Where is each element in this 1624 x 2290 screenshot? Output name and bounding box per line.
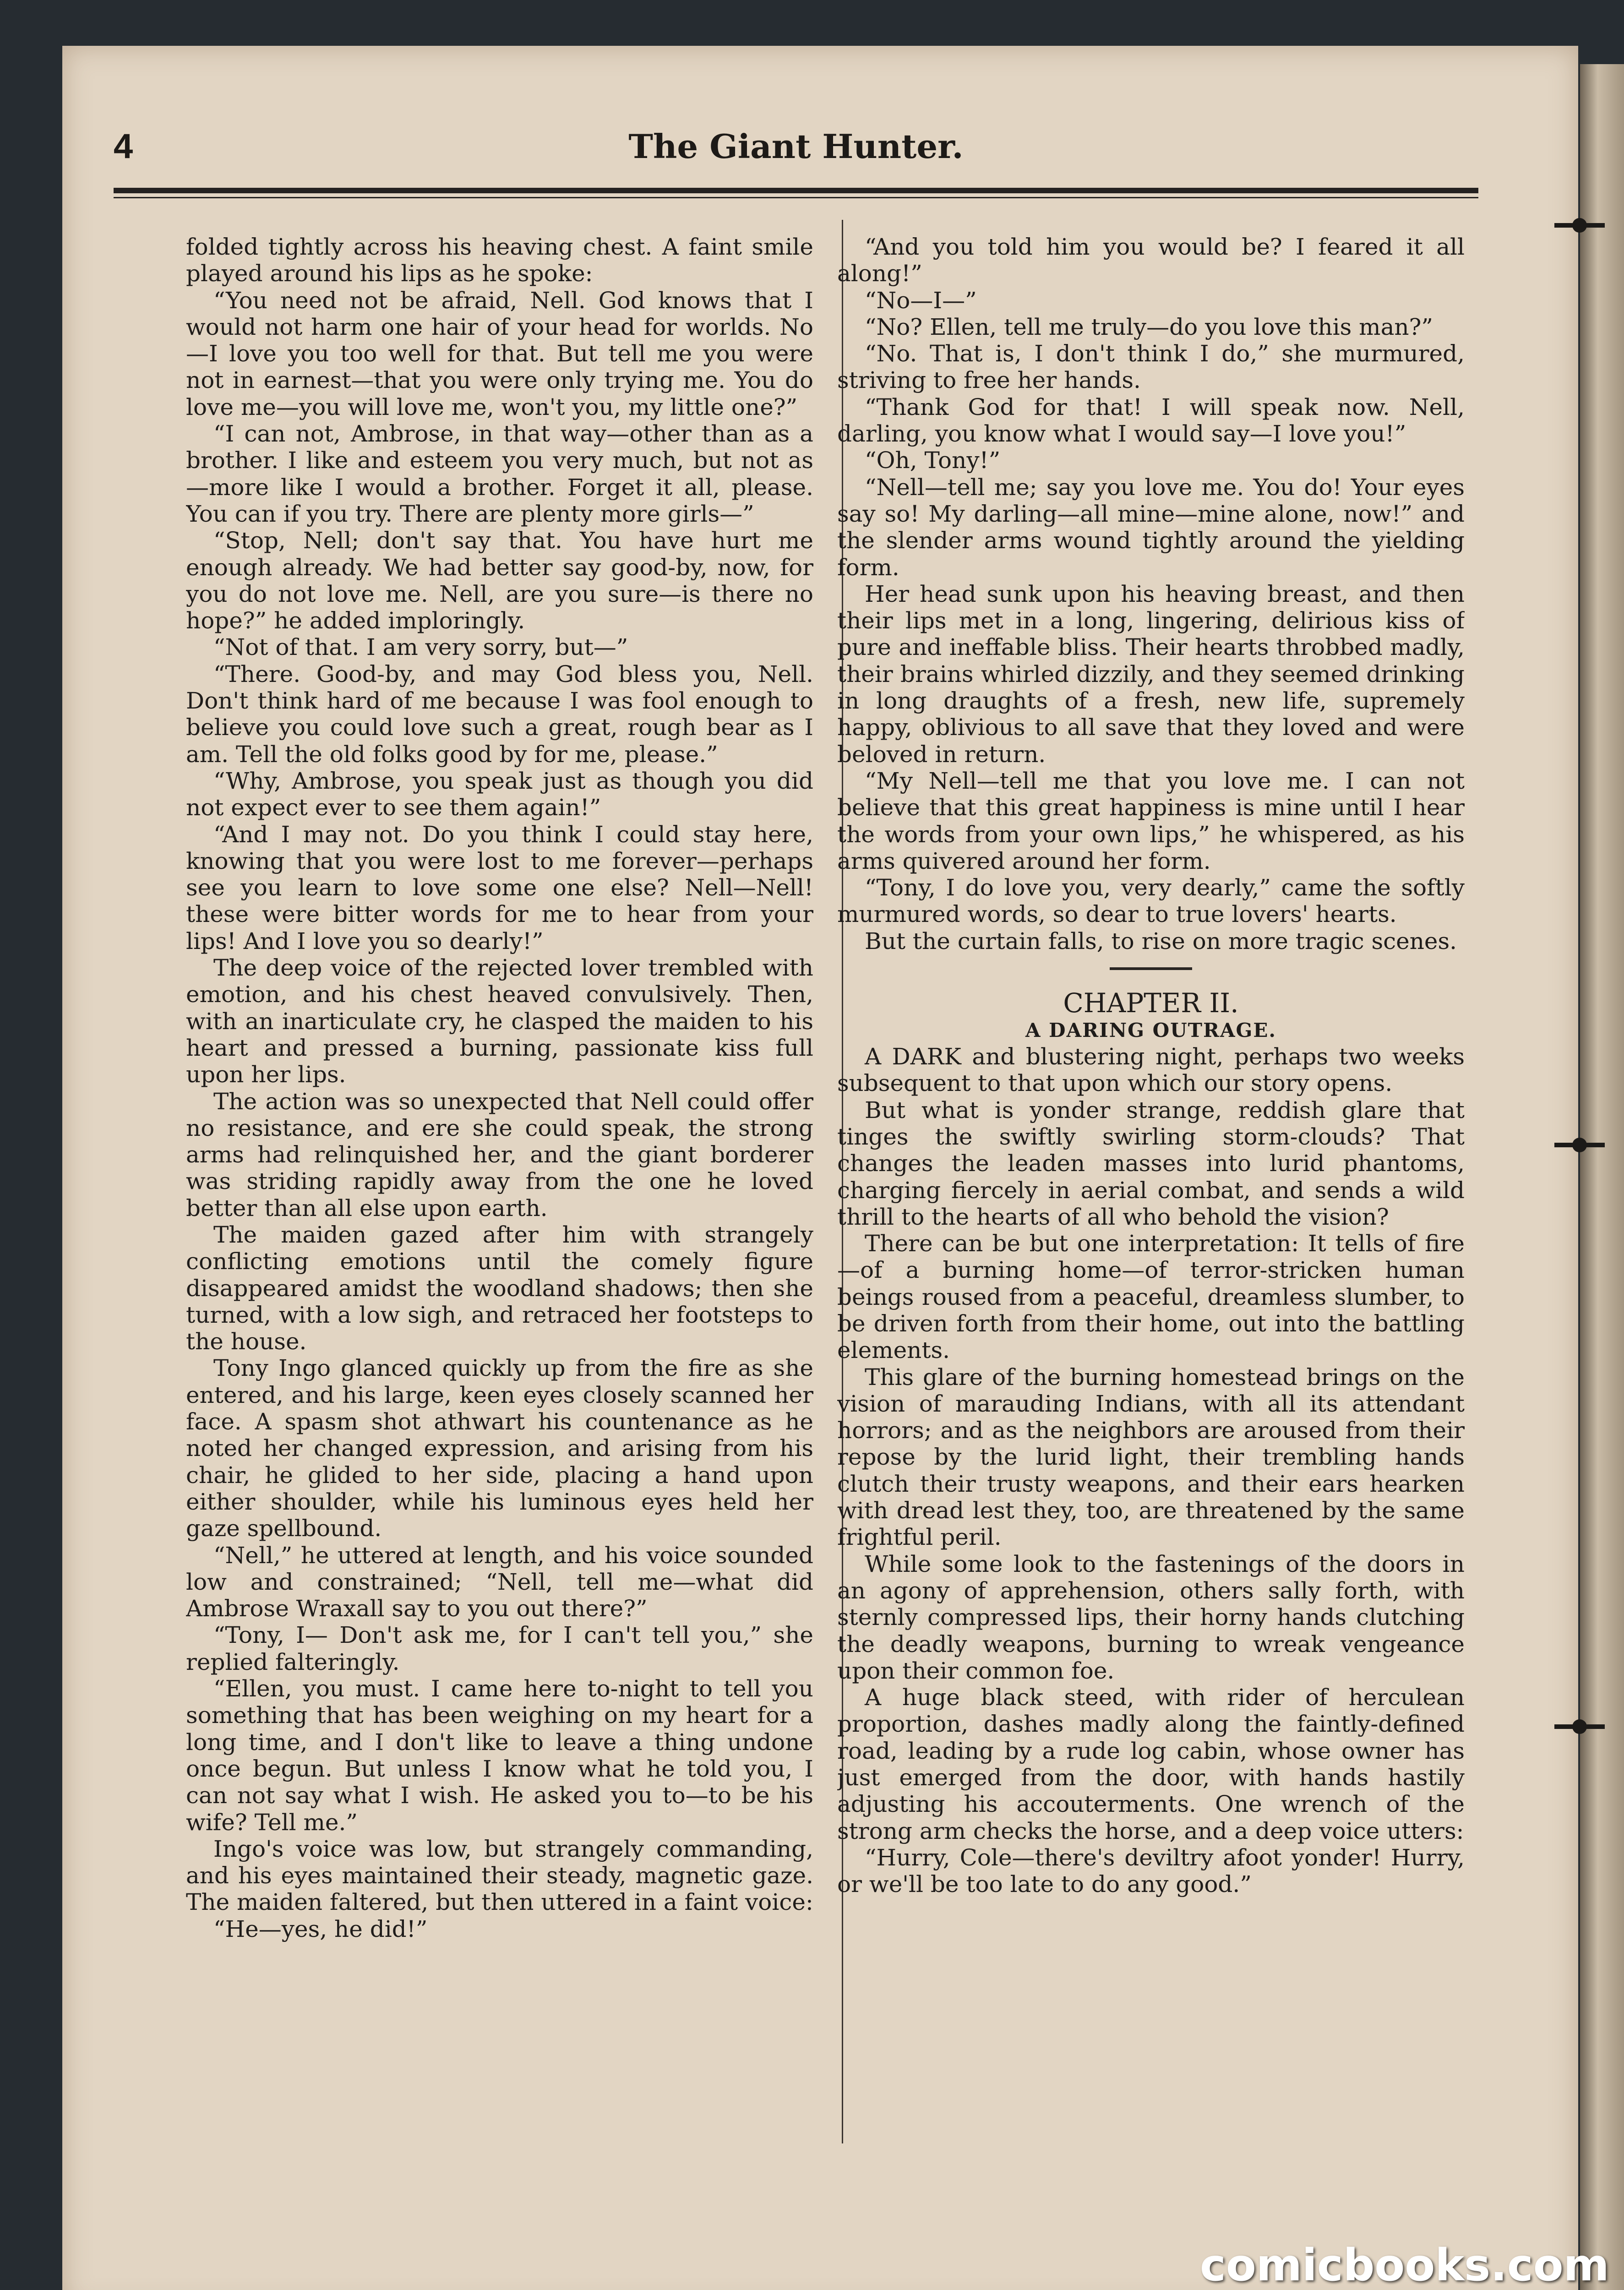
paragraph: The deep voice of the rejected lover trembled with emotion, and his chest heaved convulsively. Then, with an inarticulate cry, he clasped the maiden to his heart and pressed a burning, passionate kiss full upon her lips. bbox=[186, 954, 813, 1088]
paragraph: “I can not, Ambrose, in that way—other than as a brother. I like and esteem you very much, but not as—more like I would a brother. Forget it all, please. You can if you try. There are plenty more girls—” bbox=[186, 420, 813, 527]
paragraph: “Thank God for that! I will speak now. Nell, darling, you know what I would say—I love you!” bbox=[837, 393, 1465, 447]
binding-stitch-icon bbox=[1554, 1713, 1605, 1740]
running-title: The Giant Hunter. bbox=[628, 127, 964, 166]
paragraph: “Nell—tell me; say you love me. You do! Your eyes say so! My darling—all mine—mine alone, now!” and the slender arms wound tightly around the yielding form. bbox=[837, 474, 1465, 581]
header-rule bbox=[114, 188, 1478, 193]
chapter-subtitle: A DARING OUTRAGE. bbox=[1025, 1019, 1277, 1042]
paragraph: But what is yonder strange, reddish glare that tinges the swiftly swirling storm-clouds? That changes the leaden masses into lurid phantoms, charging fiercely in aerial combat, and sends a wild thrill to the hearts of all who behold the vision? bbox=[837, 1096, 1465, 1230]
right-column bbox=[837, 234, 1465, 2180]
binding-stitch-icon bbox=[1554, 1131, 1605, 1159]
paragraph: folded tightly across his heaving chest. A faint smile played around his lips as he spoke: bbox=[186, 234, 813, 287]
paragraph: “No? Ellen, tell me truly—do you love this man?” bbox=[865, 313, 1433, 340]
paragraph: Tony Ingo glanced quickly up from the fire as she entered, and his large, keen eyes closely scanned her face. A spasm shot athwart his countenance as he noted her changed expression, and arising from his chair, he glided to her side, placing a hand upon either shoulder, while his luminous eyes held her gaze spellbound. bbox=[186, 1355, 813, 1542]
page-number: 4 bbox=[114, 127, 133, 166]
header-rule-thin bbox=[114, 197, 1478, 198]
paragraph: The action was so unexpected that Nell could offer no resistance, and ere she could speak, the strong arms had relinquished her, and the giant borderer was striding rapidly away from the one he loved better than all else upon earth. bbox=[186, 1088, 813, 1221]
paragraph: “Tony, I— Don't ask me, for I can't tell you,” she replied falteringly. bbox=[186, 1622, 813, 1675]
paragraph: “He—yes, he did!” bbox=[213, 1915, 428, 1942]
paragraph: There can be but one interpretation: It tells of fire—of a burning home—of terror-stricken human beings roused from a peaceful, dreamless slumber, to be driven forth from their home, out into the battling elements. bbox=[837, 1230, 1465, 1364]
next-page-edge bbox=[1580, 64, 1624, 2290]
paragraph: “Why, Ambrose, you speak just as though you did not expect ever to see them again!” bbox=[186, 767, 813, 821]
page-header bbox=[114, 112, 1478, 181]
binding-stitch-icon bbox=[1554, 212, 1605, 239]
paragraph: But the curtain falls, to rise on more tragic scenes. bbox=[865, 927, 1457, 954]
paragraph: “Oh, Tony!” bbox=[865, 447, 1001, 474]
paragraph: “Hurry, Cole—there's deviltry afoot yonder! Hurry, or we'll be too late to do any good.” bbox=[837, 1844, 1465, 1898]
paragraph: Her head sunk upon his heaving breast, and then their lips met in a long, lingering, delirious kiss of pure and ineffable bliss. Their hearts throbbed madly, their brains whirled dizzily, and they seemed drinking in long draughts of a fresh, new life, supremely happy, oblivious to all save that they loved and were beloved in return. bbox=[837, 580, 1465, 768]
paragraph: “Stop, Nell; don't say that. You have hurt me enough already. We had better say good-by, now, for you do not love me. Nell, are you sure—is there no hope?” he added imploringly. bbox=[186, 527, 813, 634]
paragraph: “Not of that. I am very sorry, but—” bbox=[213, 634, 628, 661]
paragraph: “Tony, I do love you, very dearly,” came the softly murmured words, so dear to true lovers' hearts. bbox=[837, 874, 1465, 928]
paragraph: While some look to the fastenings of the doors in an agony of apprehension, others sally forth, with sternly compressed lips, their horny hands clutching the deadly weapons, burning to wreak vengeance upon their common foe. bbox=[837, 1550, 1465, 1684]
left-column bbox=[186, 234, 813, 2180]
paragraph: The maiden gazed after him with strangely conflicting emotions until the comely figure disappeared amidst the woodland shadows; then she turned, with a low sigh, and retraced her footsteps to the house. bbox=[186, 1221, 813, 1355]
paragraph: Ingo's voice was low, but strangely commanding, and his eyes maintained their steady, magnetic gaze. The maiden faltered, but then uttered in a faint voice: bbox=[186, 1835, 813, 1916]
paragraph: “Ellen, you must. I came here to-night to tell you something that has been weighing on my heart for a long time, and I don't like to leave a thing undone once begun. But unless I know what he told you, I can not say what I wish. He asked you to—to be his wife? Tell me.” bbox=[186, 1675, 813, 1836]
chapter-heading: CHAPTER II. bbox=[1063, 987, 1239, 1019]
chapter-separator bbox=[1110, 967, 1192, 970]
paragraph: A DARK and blustering night, perhaps two weeks subsequent to that upon which our story opens. bbox=[837, 1043, 1465, 1097]
paragraph: “No—I—” bbox=[865, 287, 977, 314]
paragraph: “Nell,” he uttered at length, and his voice sounded low and constrained; “Nell, tell me—what did Ambrose Wraxall say to you out there?” bbox=[186, 1542, 813, 1622]
paragraph: A huge black steed, with rider of herculean proportion, dashes madly along the faintly-defined road, leading by a rude log cabin, whose owner has just emerged from the door, with hands hastily adjusting his accouterments. One wrench of the strong arm checks the horse, and a deep voice utters: bbox=[837, 1684, 1465, 1844]
paragraph: “And you told him you would be? I feared it all along!” bbox=[837, 234, 1465, 287]
paragraph: “No. That is, I don't think I do,” she murmured, striving to free her hands. bbox=[837, 340, 1465, 394]
paragraph: This glare of the burning homestead brings on the vision of marauding Indians, with all its attendant horrors; and as the neighbors are aroused from their repose by the lurid light, their trembling hands clutch their trusty weapons, and their ears hearken with dread lest they, too, are threatened by the same frightful peril. bbox=[837, 1363, 1465, 1551]
paragraph: “You need not be afraid, Nell. God knows that I would not harm one hair of your head for worlds. No—I love you too well for that. But tell me you were not in earnest—that you were only trying me. You do love me—you will love me, won't you, my little one?” bbox=[186, 287, 813, 420]
paragraph: “My Nell—tell me that you love me. I can not believe that this great happiness is mine until I hear the words from your own lips,” he whispered, as his arms quivered around her form. bbox=[837, 767, 1465, 874]
paragraph: “And I may not. Do you think I could stay here, knowing that you were lost to me forever—perhaps see you learn to love some one else? Nell—Nell! these were bitter words for me to hear from your lips! And I love you so dearly!” bbox=[186, 821, 813, 954]
watermark: comicbooks.com bbox=[1200, 2240, 1609, 2290]
paragraph: “There. Good-by, and may God bless you, Nell. Don't think hard of me because I was fool enough to believe you could love such a great, rough bear as I am. Tell the old folks good by for me, please.” bbox=[186, 660, 813, 768]
